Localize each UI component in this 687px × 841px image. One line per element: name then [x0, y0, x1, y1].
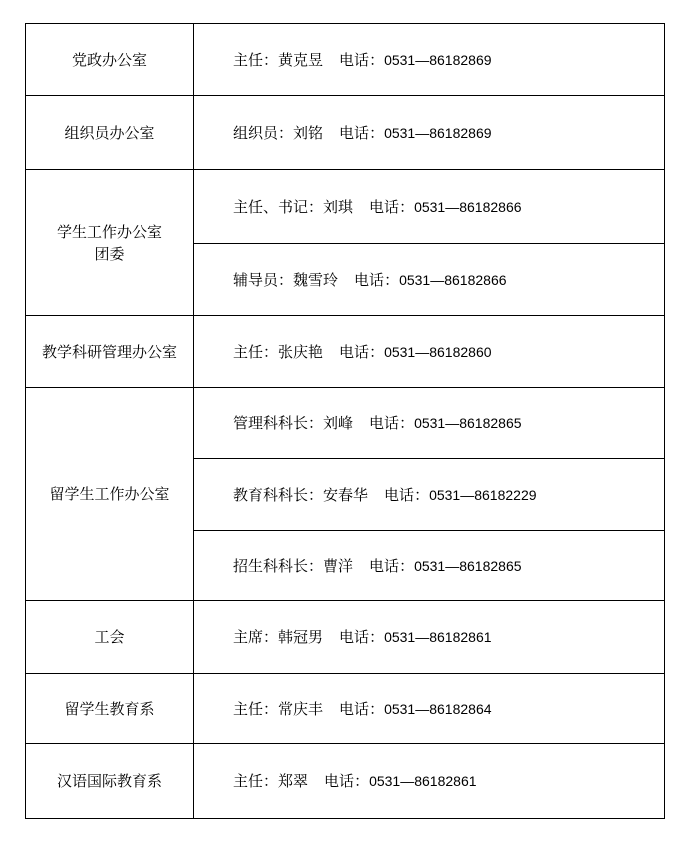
table-row: [26, 744, 665, 819]
contact-cell: 教育科科长：安春华 电话：0531—86182229: [194, 459, 665, 531]
phone-label: 电话: [369, 414, 400, 432]
department-cell: [26, 96, 194, 170]
contact-person: 韩冠男: [278, 628, 324, 646]
phone-number: 0531—86182869: [384, 51, 492, 68]
phone-number: 0531—86182864: [384, 700, 492, 717]
contact-cell: 招生科科长：曹洋 电话：0531—86182865: [194, 531, 665, 601]
contact-role: 主任、书记: [233, 197, 309, 216]
department-cell: [26, 674, 194, 744]
contact-cell: 辅导员：魏雪玲 电话：0531—86182866: [194, 244, 665, 316]
contact-person: 魏雪玲: [293, 270, 339, 289]
phone-label: 电话: [339, 50, 370, 69]
phone-label: 电话: [324, 772, 355, 790]
table-row: [26, 96, 665, 170]
contact-person: 黄克昱: [278, 50, 324, 69]
table-row: [26, 674, 665, 744]
table-row: [26, 24, 665, 96]
contact-person: 刘铭: [293, 123, 324, 142]
phone-label: 电话: [384, 485, 415, 504]
contact-person: 张庆艳: [278, 342, 324, 361]
department-name: 留学生工作办公室: [49, 485, 170, 503]
table-row: [26, 170, 665, 244]
table-row: [26, 601, 665, 674]
phone-number: 0531—86182865: [414, 415, 522, 431]
department-name: 组织员办公室: [64, 123, 155, 142]
department-name: 留学生教育系: [64, 699, 155, 718]
contact-cell: 组织员：刘铭 电话：0531—86182869: [194, 96, 665, 170]
contact-role: 管理科科长: [233, 414, 309, 432]
contact-cell: 主任：郑翠 电话：0531—86182861: [194, 744, 665, 819]
phone-number: 0531—86182860: [384, 343, 492, 360]
phone-number: 0531—86182866: [414, 198, 522, 215]
phone-number: 0531—86182865: [414, 557, 522, 574]
phone-number: 0531—86182229: [429, 486, 537, 503]
contact-cell: 主任：张庆艳 电话：0531—86182860: [194, 316, 665, 388]
contact-role: 组织员: [233, 123, 279, 142]
contact-cell: 主席：韩冠男 电话：0531—86182861: [194, 601, 665, 674]
contact-person: 常庆丰: [278, 699, 324, 718]
phone-number: 0531—86182861: [369, 773, 477, 789]
department-cell: [26, 744, 194, 819]
contact-role: 主任: [233, 342, 264, 361]
contact-directory-table: [25, 23, 665, 819]
contact-role: 主任: [233, 699, 264, 718]
phone-label: 电话: [339, 699, 370, 718]
contact-role: 招生科科长: [233, 556, 309, 575]
department-name: 学生工作办公室: [56, 222, 162, 241]
table-row: [26, 316, 665, 388]
contact-person: 曹洋: [323, 556, 354, 575]
phone-number: 0531—86182861: [384, 629, 492, 645]
contact-cell: 主任：黄克昱 电话：0531—86182869: [194, 24, 665, 96]
contact-role: 主任: [233, 772, 264, 790]
contact-role: 教育科科长: [233, 485, 309, 504]
contact-person: 安春华: [323, 485, 369, 504]
contact-person: 刘琪: [323, 197, 354, 216]
phone-number: 0531—86182869: [384, 124, 492, 141]
department-name: 党政办公室: [71, 50, 147, 69]
department-cell: [26, 316, 194, 388]
phone-label: 电话: [354, 270, 385, 289]
department-cell: [26, 24, 194, 96]
contact-person: 郑翠: [278, 772, 309, 790]
contact-role: 辅导员: [233, 270, 279, 289]
contact-person: 刘峰: [323, 414, 354, 432]
phone-label: 电话: [369, 197, 400, 216]
phone-label: 电话: [369, 556, 400, 575]
department-name: 工会: [94, 628, 125, 646]
phone-label: 电话: [339, 123, 370, 142]
department-cell: [26, 170, 194, 316]
department-cell: [26, 601, 194, 674]
department-name-secondary: 团委: [94, 244, 125, 263]
contact-role: 主任: [233, 50, 264, 69]
contact-cell: 主任、书记：刘琪 电话：0531—86182866: [194, 170, 665, 244]
phone-number: 0531—86182866: [399, 271, 507, 288]
phone-label: 电话: [339, 342, 370, 361]
phone-label: 电话: [339, 628, 370, 646]
contact-cell: 主任：常庆丰 电话：0531—86182864: [194, 674, 665, 744]
department-cell: [26, 388, 194, 601]
contact-role: 主席: [233, 628, 264, 646]
contact-cell: 管理科科长：刘峰 电话：0531—86182865: [194, 388, 665, 459]
department-name: 汉语国际教育系: [56, 772, 162, 790]
department-name: 教学科研管理办公室: [41, 342, 177, 361]
table-row: [26, 388, 665, 459]
